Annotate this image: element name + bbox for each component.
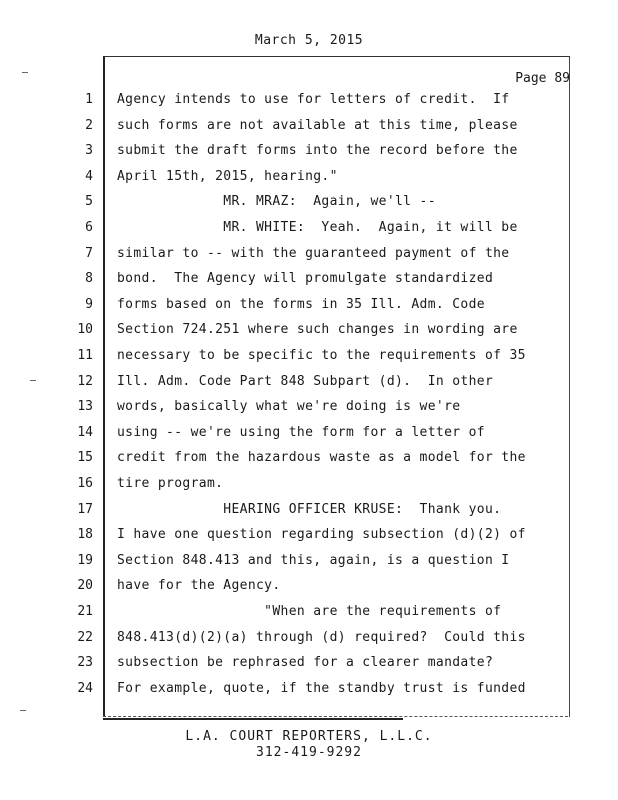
scan-speck bbox=[20, 710, 26, 711]
line-number: 4 bbox=[85, 169, 93, 184]
line-number: 12 bbox=[77, 374, 93, 389]
line-number: 3 bbox=[85, 143, 93, 158]
transcript-line-text: For example, quote, if the standby trust is funded bbox=[117, 681, 526, 696]
line-number: 9 bbox=[85, 297, 93, 312]
line-number: 24 bbox=[77, 681, 93, 696]
transcript-line-text: such forms are not available at this time, please bbox=[117, 118, 518, 133]
transcript-line-text: subsection be rephrased for a clearer mandate? bbox=[117, 655, 494, 670]
transcript-line-text: 848.413(d)(2)(a) through (d) required? Could this bbox=[117, 630, 526, 645]
transcript-line-text: necessary to be specific to the requirements of 35 bbox=[117, 348, 526, 363]
scan-speck bbox=[30, 380, 36, 381]
transcript-line-text: tire program. bbox=[117, 476, 224, 491]
transcript-line-text: Section 724.251 where such changes in wording are bbox=[117, 322, 518, 337]
line-number: 22 bbox=[77, 630, 93, 645]
line-number: 17 bbox=[77, 502, 93, 517]
line-number: 2 bbox=[85, 118, 93, 133]
transcript-line-text: April 15th, 2015, hearing." bbox=[117, 169, 338, 184]
transcript-line-text: have for the Agency. bbox=[117, 578, 281, 593]
transcript-line-text: similar to -- with the guaranteed payment of the bbox=[117, 246, 510, 261]
transcript-line-text: MR. WHITE: Yeah. Again, it will be bbox=[117, 220, 518, 235]
line-number: 16 bbox=[77, 476, 93, 491]
footer-company: L.A. COURT REPORTERS, L.L.C. bbox=[185, 729, 433, 744]
line-number: 13 bbox=[77, 399, 93, 414]
transcript-line-text: Agency intends to use for letters of credit. If bbox=[117, 92, 510, 107]
line-number: 7 bbox=[85, 246, 93, 261]
transcript-line-text: words, basically what we're doing is we're bbox=[117, 399, 461, 414]
transcript-line-text: "When are the requirements of bbox=[117, 604, 502, 619]
transcript-line-text: submit the draft forms into the record before the bbox=[117, 143, 518, 158]
transcript-line-text: HEARING OFFICER KRUSE: Thank you. bbox=[117, 502, 502, 517]
line-number: 23 bbox=[77, 655, 93, 670]
transcript-line-text: Ill. Adm. Code Part 848 Subpart (d). In other bbox=[117, 374, 494, 389]
line-number: 6 bbox=[85, 220, 93, 235]
footer-phone: 312-419-9292 bbox=[256, 745, 362, 760]
transcript-line-text: credit from the hazardous waste as a model for the bbox=[117, 450, 526, 465]
line-number: 11 bbox=[77, 348, 93, 363]
line-number: 18 bbox=[77, 527, 93, 542]
page-number: Page 89 bbox=[515, 71, 570, 86]
line-number: 5 bbox=[85, 194, 93, 209]
line-number: 21 bbox=[77, 604, 93, 619]
transcript-line-text: I have one question regarding subsection (d)(2) of bbox=[117, 527, 526, 542]
line-number: 1 bbox=[85, 92, 93, 107]
line-number: 15 bbox=[77, 450, 93, 465]
line-number: 19 bbox=[77, 553, 93, 568]
transcript-line-text: bond. The Agency will promulgate standardized bbox=[117, 271, 494, 286]
transcript-line-text: MR. MRAZ: Again, we'll -- bbox=[117, 194, 436, 209]
line-number: 14 bbox=[77, 425, 93, 440]
line-number: 8 bbox=[85, 271, 93, 286]
line-number: 10 bbox=[77, 322, 93, 337]
transcript-line-text: forms based on the forms in 35 Ill. Adm. Code bbox=[117, 297, 485, 312]
scan-speck bbox=[22, 72, 28, 73]
header-date: March 5, 2015 bbox=[254, 33, 364, 48]
transcript-line-text: Section 848.413 and this, again, is a question I bbox=[117, 553, 510, 568]
line-number: 20 bbox=[77, 578, 93, 593]
transcript-line-text: using -- we're using the form for a letter of bbox=[117, 425, 485, 440]
frame-bottom-border bbox=[103, 716, 568, 717]
frame-bottom-rule bbox=[103, 718, 403, 720]
